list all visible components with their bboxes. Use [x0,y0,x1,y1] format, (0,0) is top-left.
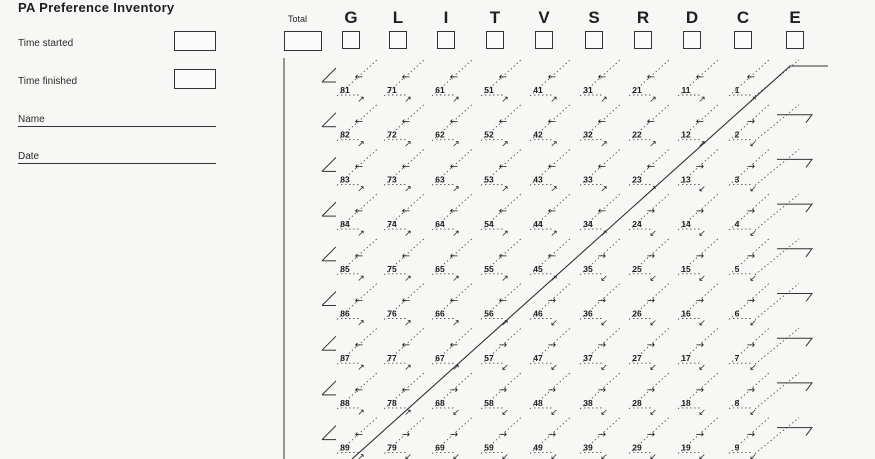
grid-number: 46 [533,308,543,319]
arrow-left-icon: ← [547,161,557,173]
arrow-down-left-icon: ↙ [649,229,657,240]
column-letter-s: S [588,8,600,27]
arrow-down-left-icon: ↙ [749,184,757,195]
grid-number: 57 [484,353,494,364]
arrow-left-icon: ← [449,295,459,307]
arrow-right-icon: → [597,340,607,352]
grid-number: 4 [734,219,740,230]
arrow-right-icon: → [695,384,705,396]
arrow-down-left-icon: ↙ [649,273,657,284]
column-letter-e: E [789,8,801,27]
arrow-up-right-icon: ↗ [501,95,509,105]
arrow-left-icon: ← [354,161,364,173]
arrow-up-right-icon: ↗ [698,139,706,150]
grid-number: 2 [734,129,740,140]
arrow-up-right-icon: ↗ [550,273,558,284]
grid-number: 18 [681,397,691,408]
grid-number: 35 [583,263,593,274]
grid-number: 61 [435,85,445,95]
arrow-up-right-icon: ↗ [357,318,365,329]
arrow-up-right-icon: ↗ [452,95,460,105]
arrow-up-right-icon: ↗ [357,273,365,284]
column-letter-g: G [344,8,358,27]
arrow-up-right-icon: ↗ [452,273,460,284]
grid-number: 59 [484,442,494,453]
grid-number: 8 [734,397,740,408]
column-letter-v: V [538,8,550,27]
grid-number: 14 [681,219,691,230]
form-title: PA Preference Inventory [18,0,175,15]
grid-number: 26 [632,308,642,319]
grid-number: 73 [387,174,397,185]
dotted-diagonal [755,149,799,185]
grid-number: 38 [583,397,593,408]
arrow-up-right-icon: ↗ [452,363,460,374]
grid-number: 1 [734,85,740,95]
grid-number: 6 [734,308,740,319]
arrow-right-icon: → [646,250,656,262]
grid-number: 66 [435,308,445,319]
grid-number: 71 [387,85,397,95]
grid-number: 47 [533,353,543,364]
grid-number: 19 [681,442,691,453]
arrow-right-icon: → [695,161,705,173]
arrow-up-right-icon: ↗ [404,273,412,284]
arrow-down-left-icon: ↙ [404,452,412,459]
arrow-up-right-icon: ↗ [649,184,657,195]
corner-mark [322,336,336,350]
arrow-down-left-icon: ↙ [698,363,706,374]
corner-mark [322,426,336,440]
grid-number: 65 [435,263,445,274]
arrow-right-icon: → [695,250,705,262]
e-column-mark [777,338,812,346]
arrow-down-left-icon: ↙ [749,363,757,374]
corner-mark [322,381,336,395]
grid-number: 54 [484,219,494,230]
arrow-up-right-icon: ↗ [600,184,608,195]
arrow-up-right-icon: ↗ [649,139,657,150]
arrow-up-right-icon: ↗ [357,184,365,195]
corner-mark [322,113,336,127]
arrow-right-icon: → [597,429,607,441]
grid-number: 24 [632,219,642,230]
grid-number: 83 [340,174,350,185]
dotted-diagonal [755,194,799,230]
date-label: Date [18,151,40,162]
arrow-right-icon: → [746,429,756,441]
dotted-diagonal [755,418,799,454]
grid-number: 37 [583,353,593,364]
arrow-left-icon: ← [354,429,364,441]
grid-number: 42 [533,129,543,140]
arrow-up-right-icon: ↗ [357,407,365,418]
arrow-up-right-icon: ↗ [550,139,558,150]
arrow-left-icon: ← [597,161,607,173]
arrow-right-icon: → [695,206,705,218]
arrow-up-right-icon: ↗ [404,363,412,374]
grid-number: 15 [681,263,691,274]
grid-number: 45 [533,263,543,274]
arrow-right-icon: → [646,429,656,441]
arrow-down-left-icon: ↙ [698,273,706,284]
arrow-up-right-icon: ↗ [452,229,460,240]
arrow-right-icon: → [498,384,508,396]
arrow-down-left-icon: ↙ [550,318,558,329]
grid-number: 78 [387,397,397,408]
arrow-up-right-icon: ↗ [404,95,412,105]
arrow-right-icon: → [746,340,756,352]
grid-number: 28 [632,397,642,408]
arrow-right-icon: → [746,161,756,173]
grid-number: 52 [484,129,494,140]
arrow-left-icon: ← [498,206,508,218]
arrow-left-icon: ← [354,295,364,307]
e-column-mark [777,249,812,257]
e-column-mark [777,115,812,123]
arrow-down-left-icon: ↙ [600,452,608,459]
arrow-left-icon: ← [646,116,656,128]
arrow-up-right-icon: ↗ [649,95,657,105]
grid-number: 85 [340,263,350,274]
arrow-right-icon: → [449,429,459,441]
grid-number: 43 [533,174,543,185]
arrow-left-icon: ← [547,116,557,128]
corner-mark [322,68,336,82]
e-column-mark [777,294,812,302]
arrow-down-left-icon: ↙ [698,407,706,418]
arrow-left-icon: ← [498,295,508,307]
arrow-up-right-icon: ↗ [501,273,509,284]
arrow-right-icon: → [695,340,705,352]
grid-number: 48 [533,397,543,408]
grid-number: 75 [387,263,397,274]
arrow-down-left-icon: ↙ [600,318,608,329]
arrow-down-left-icon: ↙ [749,318,757,329]
arrow-down-left-icon: ↙ [501,407,509,418]
grid-number: 29 [632,442,642,453]
arrow-left-icon: ← [354,250,364,262]
arrow-left-icon: ← [449,161,459,173]
total-label: Total [288,14,308,24]
arrow-right-icon: → [547,340,557,352]
arrow-up-right-icon: ↗ [404,318,412,329]
grid-number: 72 [387,129,397,140]
arrow-right-icon: → [547,295,557,307]
arrow-right-icon: → [597,384,607,396]
arrow-right-icon: → [547,384,557,396]
column-letter-r: R [636,8,650,27]
arrow-up-right-icon: ↗ [501,184,509,195]
grid-number: 77 [387,353,397,364]
grid-number: 31 [583,85,593,95]
arrow-left-icon: ← [401,384,411,396]
e-column-mark [777,383,812,391]
arrow-left-icon: ← [547,250,557,262]
grid-number: 16 [681,308,691,319]
arrow-left-icon: ← [646,161,656,173]
arrow-down-left-icon: ↙ [749,273,757,284]
arrow-left-icon: ← [401,340,411,352]
arrow-up-right-icon: ↗ [501,139,509,150]
arrow-up-right-icon: ↗ [357,139,365,150]
arrow-up-right-icon: ↗ [452,184,460,195]
arrow-down-left-icon: ↙ [698,229,706,240]
arrow-up-right-icon: ↗ [404,184,412,195]
arrow-right-icon: → [695,429,705,441]
arrow-left-icon: ← [401,161,411,173]
arrow-down-left-icon: ↙ [600,363,608,374]
arrow-up-right-icon: ↗ [550,184,558,195]
arrow-down-left-icon: ↙ [749,407,757,418]
arrow-left-icon: ← [695,116,705,128]
arrow-down-left-icon: ↙ [698,452,706,459]
arrow-up-right-icon: ↗ [404,407,412,418]
arrow-down-left-icon: ↙ [600,273,608,284]
grid-number: 12 [681,129,691,140]
grid-number: 13 [681,174,691,185]
arrow-left-icon: ← [401,206,411,218]
column-letter-l: L [392,8,404,27]
arrow-left-icon: ← [354,384,364,396]
grid-number: 58 [484,397,494,408]
corner-mark [322,157,336,171]
arrow-down-left-icon: ↙ [501,363,509,374]
arrow-up-right-icon: ↗ [600,229,608,240]
dotted-diagonal [755,328,799,364]
grid-number: 27 [632,353,642,364]
arrow-down-left-icon: ↙ [749,452,757,459]
arrow-left-icon: ← [354,72,364,83]
column-letter-d: D [685,8,699,27]
time-started-label: Time started [18,38,74,49]
arrow-up-right-icon: ↗ [357,452,365,459]
arrow-down-left-icon: ↙ [452,452,460,459]
arrow-left-icon: ← [498,116,508,128]
grid-number: 82 [340,129,350,140]
e-column-mark [777,204,812,212]
grid-number: 88 [340,397,350,408]
arrow-up-right-icon: ↗ [698,95,706,105]
grid-number: 32 [583,129,593,140]
grid-number: 3 [734,174,740,185]
dotted-diagonal [755,239,799,275]
arrow-left-icon: ← [498,161,508,173]
arrow-right-icon: → [498,340,508,352]
arrow-left-icon: ← [547,72,557,83]
arrow-up-right-icon: ↗ [357,363,365,374]
corner-mark [322,247,336,261]
grid-number: 33 [583,174,593,185]
grid-number: 69 [435,442,445,453]
arrow-left-icon: ← [401,116,411,128]
grid-number: 44 [533,219,543,230]
arrow-down-left-icon: ↙ [649,452,657,459]
arrow-down-left-icon: ↙ [550,407,558,418]
arrow-right-icon: → [646,340,656,352]
arrow-left-icon: ← [449,116,459,128]
arrow-left-icon: ← [695,72,705,83]
arrow-up-right-icon: ↗ [550,95,558,105]
arrow-right-icon: → [695,295,705,307]
arrow-up-right-icon: ↗ [501,229,509,240]
arrow-down-left-icon: ↙ [501,452,509,459]
column-letter-t: T [489,8,501,27]
grid-number: 23 [632,174,642,185]
grid-number: 86 [340,308,350,319]
grid-number: 11 [681,85,691,95]
grid-number: 36 [583,308,593,319]
grid-number: 81 [340,85,350,95]
grid-number: 68 [435,397,445,408]
grid-number: 67 [435,353,445,364]
corner-mark [322,202,336,216]
grid-number: 87 [340,353,350,364]
e-column-mark [777,428,812,436]
name-label: Name [18,114,45,125]
arrow-down-left-icon: ↙ [749,229,757,240]
arrow-down-left-icon: ↙ [600,407,608,418]
arrow-right-icon: → [746,206,756,218]
arrow-right-icon: → [646,384,656,396]
grid-number: 84 [340,219,350,230]
arrow-up-right-icon: ↗ [501,318,509,329]
grid-number: 7 [734,353,740,364]
grid-number: 25 [632,263,642,274]
arrow-left-icon: ← [498,72,508,83]
grid-number: 51 [484,85,494,95]
grid-number: 41 [533,85,543,95]
corner-mark [322,292,336,306]
arrow-left-icon: ← [401,250,411,262]
arrow-up-right-icon: ↗ [550,229,558,240]
arrow-down-left-icon: ↙ [550,452,558,459]
arrow-down-left-icon: ↙ [649,318,657,329]
arrow-right-icon: → [646,295,656,307]
arrow-up-right-icon: ↗ [357,229,365,240]
arrow-down-left-icon: ↙ [550,363,558,374]
arrow-left-icon: ← [449,340,459,352]
arrow-up-right-icon: ↗ [357,95,365,105]
arrow-left-icon: ← [646,72,656,83]
arrow-left-icon: ← [449,72,459,83]
arrow-up-right-icon: ↗ [749,95,757,105]
arrow-right-icon: → [746,116,756,128]
arrow-left-icon: ← [401,72,411,83]
arrow-right-icon: → [449,384,459,396]
grid-number: 53 [484,174,494,185]
grid-number: 55 [484,263,494,274]
arrow-left-icon: ← [746,72,756,83]
arrow-left-icon: ← [597,116,607,128]
arrow-left-icon: ← [547,206,557,218]
grid-number: 62 [435,129,445,140]
arrow-right-icon: → [547,429,557,441]
grid-number: 49 [533,442,543,453]
grid-number: 74 [387,219,397,230]
grid-number: 79 [387,442,397,453]
arrow-up-right-icon: ↗ [452,318,460,329]
dotted-diagonal [755,105,799,141]
arrow-up-right-icon: ↗ [600,139,608,150]
arrow-down-left-icon: ↙ [452,407,460,418]
arrow-up-right-icon: ↗ [404,139,412,150]
column-letter-i: I [443,8,449,27]
grid-number: 63 [435,174,445,185]
arrow-right-icon: → [746,295,756,307]
grid-number: 56 [484,308,494,319]
grid-number: 64 [435,219,445,230]
arrow-left-icon: ← [498,250,508,262]
arrow-down-left-icon: ↙ [649,363,657,374]
arrow-left-icon: ← [354,116,364,128]
arrow-left-icon: ← [449,206,459,218]
dotted-diagonal [755,373,799,409]
arrow-right-icon: → [597,250,607,262]
e-column-mark [777,159,812,167]
arrow-right-icon: → [498,429,508,441]
grid-number: 39 [583,442,593,453]
arrow-left-icon: ← [354,340,364,352]
arrow-down-left-icon: ↙ [749,139,757,150]
arrow-left-icon: ← [401,295,411,307]
arrow-right-icon: → [746,250,756,262]
arrow-right-icon: → [597,295,607,307]
column-letter-c: C [736,8,750,27]
grid-number: 21 [632,85,642,95]
arrow-left-icon: ← [597,72,607,83]
arrow-down-left-icon: ↙ [698,318,706,329]
grid-number: 34 [583,219,593,230]
grid-number: 5 [734,263,740,274]
arrow-down-left-icon: ↙ [698,184,706,195]
grid-number: 22 [632,129,642,140]
grid-number: 9 [734,442,740,453]
arrow-right-icon: → [646,206,656,218]
time-finished-label: Time finished [18,76,78,87]
grid-number: 89 [340,442,350,453]
arrow-right-icon: → [401,429,411,441]
arrow-left-icon: ← [354,206,364,218]
dotted-diagonal [755,284,799,320]
arrow-up-right-icon: ↗ [600,95,608,105]
arrow-left-icon: ← [449,250,459,262]
grid-number: 17 [681,353,691,364]
grid-number: 76 [387,308,397,319]
arrow-left-icon: ← [597,206,607,218]
arrow-up-right-icon: ↗ [452,139,460,150]
arrow-up-right-icon: ↗ [404,229,412,240]
arrow-right-icon: → [746,384,756,396]
arrow-down-left-icon: ↙ [649,407,657,418]
